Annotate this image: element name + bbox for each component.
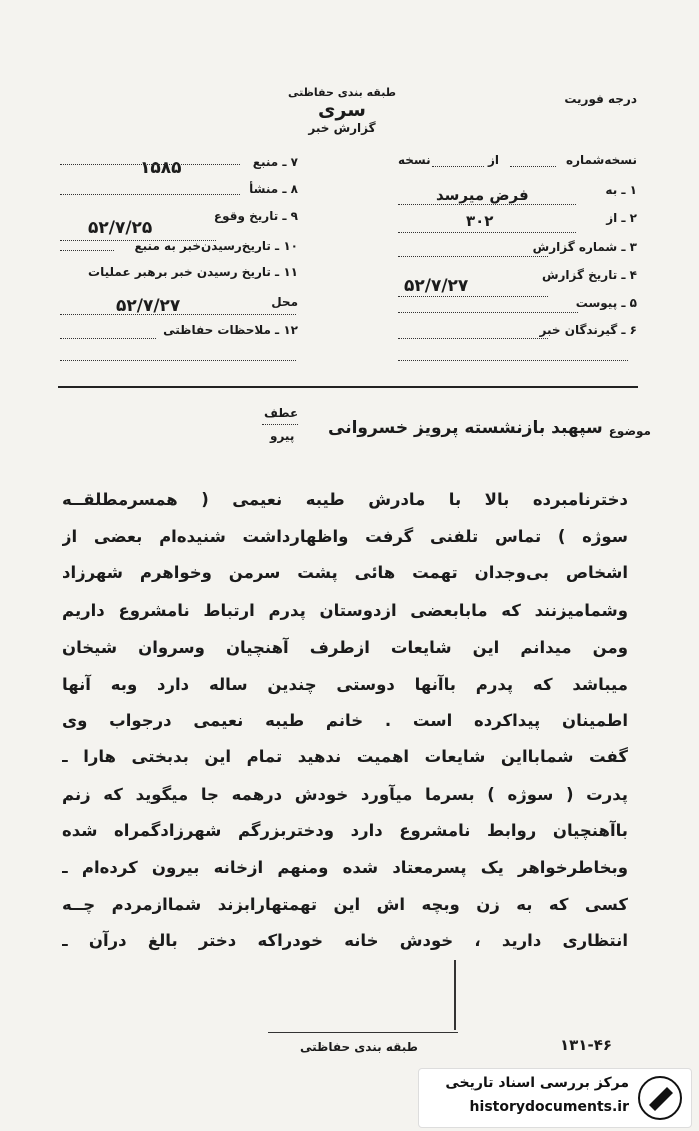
field-value-occurrence-date: ۵۲/۷/۲۵ — [88, 218, 153, 238]
field-label-place: محل — [271, 295, 298, 309]
priority-label: درجه فوریت — [564, 92, 637, 106]
field-dots-recipients-2 — [398, 360, 628, 361]
field-label-recipients: ۶ ـ گیرندگان خبر — [539, 323, 637, 337]
field-label-receipt-date-source: ۱۰ ـ تاریخ‌رسیدن‌خبر به منبع — [134, 239, 298, 253]
watermark-site: historydocuments.ir — [469, 1099, 629, 1115]
body-line: ومن میدانم این شایعات ازطرف آهنچیان وسروان شیخان — [62, 638, 628, 657]
field-label-occurrence-date: ۹ ـ تاریخ وقوع — [213, 209, 298, 223]
field-label-origin: ۸ ـ منشأ — [249, 182, 298, 196]
field-dots-report-number — [398, 256, 548, 257]
field-dots-ops — [60, 314, 296, 315]
copy-dots-2 — [432, 166, 484, 167]
field-dots-from — [398, 232, 576, 233]
header-divider — [58, 386, 638, 388]
body-line: انتظاری دارید ، خودش خانه خودراکه دختر بالغ درآن ـ — [62, 931, 628, 950]
body-line: وبخاطرخواهر یک پسرمعتاد شده ومنهم ازخانه بیرون کرده‌ام ـ — [62, 858, 628, 877]
body-line: میباشد که پدرم باآنها دوستی چندین ساله دارد وبه آنها — [62, 675, 628, 694]
stamp-line-2: سری — [318, 99, 366, 121]
stamp-line-1: طبقه بندی حفاظتی — [287, 86, 397, 99]
watermark-banner — [418, 1068, 692, 1128]
body-line: اطمینان پیداکرده است . خانم طیبه نعیمی درجواب وی — [62, 711, 628, 730]
body-line: سوژه ) تماس تلفنی گرفت واظهارداشت شنیده‌ام بعضی از — [62, 527, 628, 546]
body-line: پدرت ( سوژه ) بسرما میآورد خودش درهمه جا میگوید که زنم — [62, 785, 628, 804]
field-label-report-number: ۳ ـ شماره گزارش — [532, 240, 637, 254]
copy-noskhe-label: نسخه — [398, 153, 431, 167]
body-line: باآهنچیان روابط نامشروع دارد ودختربزرگم شهرزادگمراه شده — [62, 821, 628, 840]
body-line: دخترنامبرده بالا با مادرش طیبه نعیمی ( همسرمطلقــه — [62, 490, 628, 509]
field-dots-security-notes-2 — [60, 360, 296, 361]
field-value-ops-date: ۵۲/۷/۲۷ — [116, 296, 181, 316]
body-line: گفت شمابااین شایعات اهمیت ندهید تمام این بدبختی هارا ـ — [62, 747, 628, 766]
subject-text: سپهبد بازنشسته پرویز خسروانی — [328, 418, 603, 438]
field-dots-source — [60, 164, 240, 165]
footer-vertical-rule — [454, 960, 456, 1030]
copy-number-label: نسخه‌شماره — [566, 153, 637, 167]
field-dots-origin — [60, 194, 240, 195]
body-line: کسی که به زن وبچه اش این تهمتهارابزند شماازمردم چــه — [62, 895, 628, 914]
field-value-to: فرض میرسد — [436, 186, 529, 204]
copy-dots — [510, 166, 556, 167]
classification-stamp — [287, 86, 397, 148]
field-value-from: ۳۰۲ — [466, 212, 494, 230]
field-label-report-date: ۴ ـ تاریخ گزارش — [541, 268, 637, 282]
subject-peyro-label: پیرو — [270, 429, 295, 443]
field-label-source: ۷ ـ منبع — [252, 155, 298, 169]
body-line: وشمامیزنند که مابابعضی ازدوستان پدرم ارتباط نامشروع داریم — [62, 601, 628, 620]
field-dots-receipt-date-source — [60, 250, 114, 251]
field-dots-to — [398, 204, 576, 205]
footer-classification: طبقه بندی حفاظتی — [300, 1040, 418, 1054]
footer-form-number: ۱۳۱-۴۶ — [560, 1036, 613, 1054]
field-value-report-date: ۵۲/۷/۲۷ — [404, 276, 469, 296]
subject-divider — [262, 424, 298, 425]
document-center-logo-icon — [637, 1075, 683, 1121]
field-value-source: ۱۵۸۵ — [140, 158, 182, 178]
subject-atf-label: عطف — [264, 406, 299, 420]
copy-of-label: از — [488, 153, 500, 167]
field-dots-attachment — [398, 312, 578, 313]
field-label-receipt-date-ops: ۱۱ ـ تاریخ رسیدن خبر برهبر عملیات — [88, 265, 298, 279]
field-label-attachment: ۵ ـ پیوست — [575, 296, 637, 310]
subject-label: موضوع — [608, 424, 651, 438]
field-label-to: ۱ ـ به — [605, 183, 637, 197]
field-dots-security-notes — [60, 338, 156, 339]
field-dots-report-date — [398, 296, 548, 297]
field-dots-recipients — [398, 338, 548, 339]
watermark-title: مرکز بررسی اسناد تاریخی — [445, 1075, 629, 1091]
body-line: اشخاص بی‌وجدان تهمت هائی پشت سرمن وخواهرم شهرزاد — [62, 563, 628, 582]
footer-rule — [268, 1032, 458, 1033]
field-label-from: ۲ ـ از — [606, 211, 637, 225]
field-label-security-notes: ۱۲ ـ ملاحظات حفاظتی — [163, 323, 298, 337]
stamp-line-3: گزارش خبر — [308, 121, 376, 135]
